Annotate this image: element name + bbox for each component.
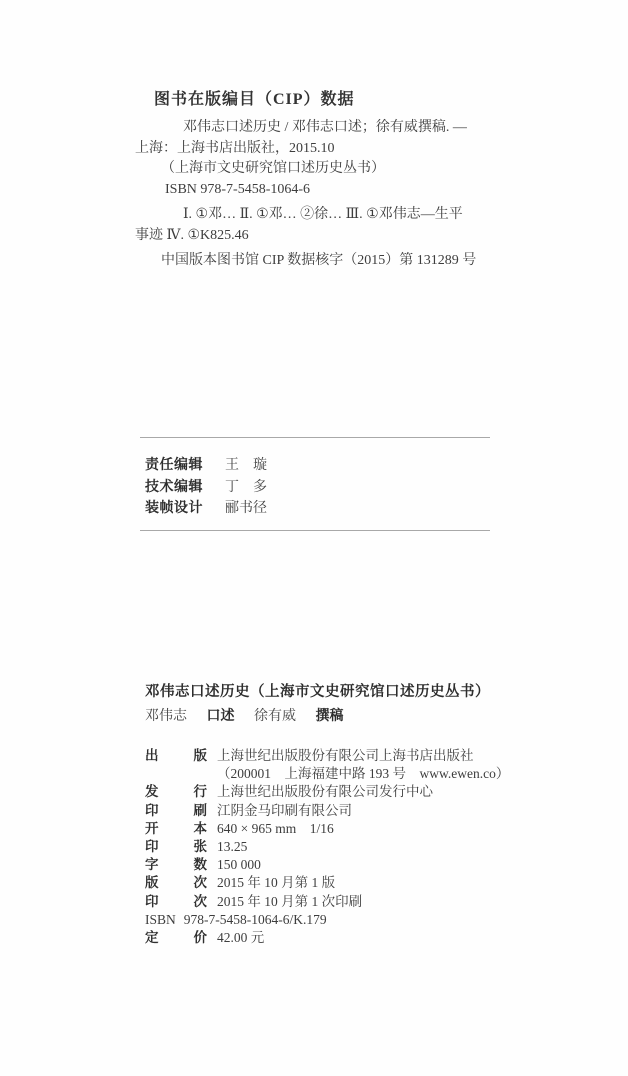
colophon-row-sheets: 印 张 13.25 bbox=[145, 839, 248, 855]
colophon-row-publisher-address: （200001 上海福建中路 193 号 www.ewen.co） bbox=[217, 766, 510, 782]
colophon-row-edition: 版 次 2015 年 10 月第 1 版 bbox=[145, 875, 336, 891]
credit-value: 王 璇 bbox=[225, 458, 267, 473]
divider-top bbox=[140, 437, 490, 438]
credit-value: 郦书径 bbox=[225, 501, 267, 516]
colophon-row-distributor: 发 行 上海世纪出版股份有限公司发行中心 bbox=[145, 784, 433, 800]
cip-isbn-line: ISBN 978-7-5458-1064-6 bbox=[165, 181, 311, 197]
colophon-block bbox=[145, 747, 509, 947]
writer-role: 撰稿 bbox=[315, 709, 344, 724]
colophon-row-price: 定 价 42.00 元 bbox=[145, 930, 265, 946]
cip-record-line-1: 邓伟志口述历史 / 邓伟志口述；徐有威撰稿. — bbox=[183, 120, 467, 135]
credit-label: 责任编辑 bbox=[145, 458, 203, 473]
cip-classification-line-1: Ⅰ. ①邓… Ⅱ. ①邓… ②徐… Ⅲ. ①邓伟志—生平 bbox=[183, 207, 463, 222]
colophon-row-format: 开 本 640 × 965 mm 1/16 bbox=[145, 820, 334, 836]
credit-label: 技术编辑 bbox=[145, 479, 203, 495]
cip-registry-line: 中国版本图书馆 CIP 数据核字（2015）第 131289 号 bbox=[161, 253, 477, 268]
cip-series-line: （上海市文史研究馆口述历史丛书） bbox=[161, 161, 385, 176]
credit-value: 丁 多 bbox=[225, 479, 267, 495]
colophon-row-printer: 印 刷 江阴金马印刷有限公司 bbox=[145, 802, 352, 818]
divider-bottom bbox=[140, 530, 490, 531]
narrator-name: 邓伟志 bbox=[145, 709, 187, 724]
credit-row-technical-editor bbox=[145, 477, 267, 499]
credit-row-editor bbox=[145, 455, 267, 477]
cip-classification-line-2: 事迹 Ⅳ. ①K825.46 bbox=[135, 227, 249, 243]
cip-record-line-2: 上海：上海书店出版社，2015.10 bbox=[135, 140, 335, 156]
credits-block bbox=[145, 455, 267, 520]
colophon-row-isbn: ISBN 978-7-5458-1064-6/K.179 bbox=[145, 911, 327, 927]
credit-label: 装帧设计 bbox=[145, 501, 203, 516]
book-title: 邓伟志口述历史（上海市文史研究馆口述历史丛书） bbox=[145, 684, 490, 700]
credit-row-designer bbox=[145, 498, 267, 520]
narrator-role: 口述 bbox=[206, 709, 235, 724]
cip-body bbox=[135, 118, 525, 272]
byline bbox=[145, 705, 360, 725]
colophon-row-publisher: 出 版 上海世纪出版股份有限公司上海书店出版社 bbox=[145, 748, 474, 763]
colophon-row-printing: 印 次 2015 年 10 月第 1 次印刷 bbox=[145, 893, 363, 909]
colophon-row-wordcount: 字 数 150 000 bbox=[145, 857, 261, 873]
writer-name: 徐有威 bbox=[254, 709, 296, 724]
cip-heading: 图书在版编目（CIP）数据 bbox=[154, 91, 355, 108]
